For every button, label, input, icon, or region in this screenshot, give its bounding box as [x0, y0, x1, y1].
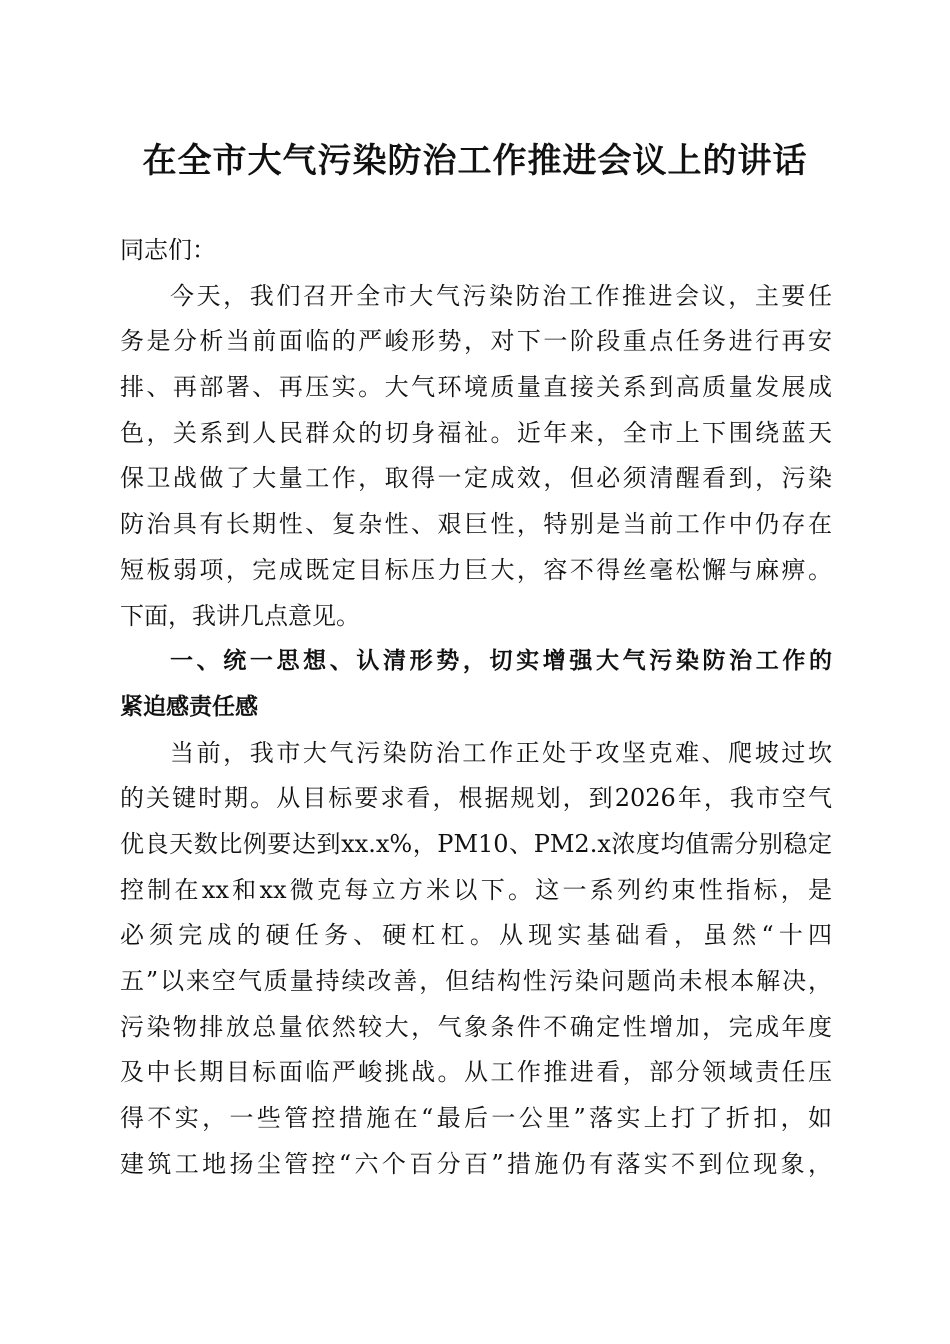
- document-body: [120, 228, 832, 1187]
- paragraph-line: 的关键时期。从目标要求看，根据规划，到2026年，我市空气: [120, 784, 832, 813]
- paragraph-line: 防治具有长期性、复杂性、艰巨性，特别是当前工作中仍存在: [120, 510, 832, 539]
- paragraph-line: 污染物排放总量依然较大，气象条件不确定性增加，完成年度: [120, 1012, 832, 1041]
- paragraph-line: 必须完成的硬任务、硬杠杠。从现实基础看，虽然“十四: [120, 921, 832, 950]
- paragraph-line: 得不实，一些管控措施在“最后一公里”落实上打了折扣，如: [120, 1104, 832, 1133]
- document-title: 在全市大气污染防治工作推进会议上的讲话: [142, 141, 808, 181]
- paragraph-line: 优良天数比例要达到xx.x%，PM10、PM2.x浓度均值需分别稳定: [120, 829, 832, 858]
- paragraph-line: 排、再部署、再压实。大气环境质量直接关系到高质量发展成: [120, 373, 832, 402]
- paragraph-line: 当前，我市大气污染防治工作正处于攻坚克难、爬坡过坎: [170, 738, 832, 767]
- paragraph-line: 控制在xx和xx微克每立方米以下。这一系列约束性指标，是: [120, 875, 832, 904]
- section-heading: 紧迫感责任感: [120, 693, 258, 720]
- paragraph-line: 务是分析当前面临的严峻形势，对下一阶段重点任务进行再安: [120, 327, 832, 356]
- salutation: 同志们：: [120, 236, 216, 264]
- paragraph-line: 短板弱项，完成既定目标压力巨大，容不得丝毫松懈与麻痹。: [120, 555, 832, 584]
- paragraph-line: 及中长期目标面临严峻挑战。从工作推进看，部分领域责任压: [120, 1058, 832, 1087]
- paragraph-line: 今天，我们召开全市大气污染防治工作推进会议，主要任: [170, 281, 832, 310]
- paragraph-line: 保卫战做了大量工作，取得一定成效，但必须清醒看到，污染: [120, 464, 832, 493]
- paragraph-line: 五”以来空气质量持续改善，但结构性污染问题尚未根本解决，: [120, 967, 832, 995]
- section-heading: 一、统一思想、认清形势，切实增强大气污染防治工作的: [170, 648, 832, 675]
- paragraph-line: 建筑工地扬尘管控“六个百分百”措施仍有落实不到位现象，: [120, 1149, 832, 1178]
- paragraph-line: 色，关系到人民群众的切身福祉。近年来，全市上下围绕蓝天: [120, 418, 832, 447]
- paragraph-line: 下面，我讲几点意见。: [120, 601, 360, 630]
